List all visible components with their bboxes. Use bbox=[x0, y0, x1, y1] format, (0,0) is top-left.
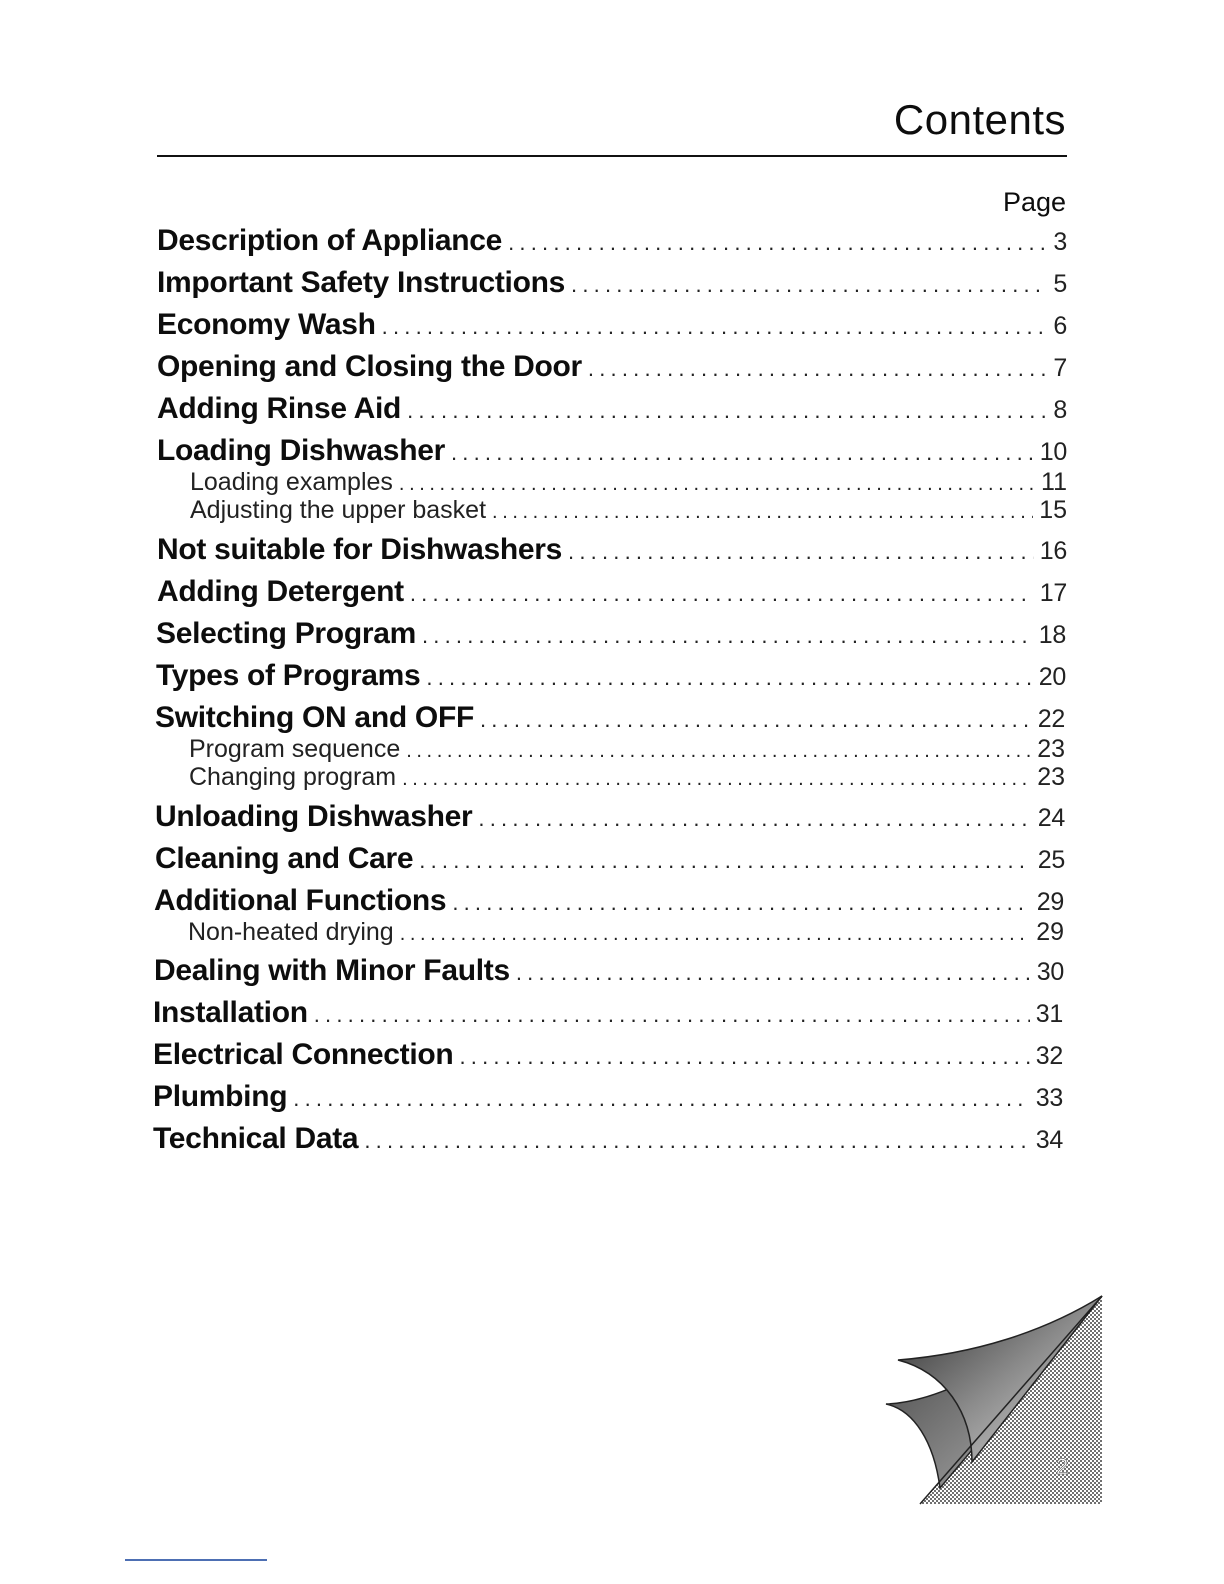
toc-page-number: 8 bbox=[1053, 396, 1067, 424]
toc-leader-dots bbox=[364, 1128, 1029, 1154]
toc-entry[interactable] bbox=[157, 533, 1067, 569]
toc-leader-dots bbox=[452, 890, 1030, 916]
toc-entry-title: Important Safety Instructions bbox=[157, 266, 566, 299]
toc-page-number: 11 bbox=[1041, 468, 1067, 496]
toc-leader-dots bbox=[478, 806, 1031, 832]
toc-page-number: 34 bbox=[1035, 1126, 1063, 1154]
toc-entry-title: Adding Detergent bbox=[157, 575, 404, 608]
toc-page-number: 25 bbox=[1037, 846, 1065, 874]
toc-entry-title: Switching ON and OFF bbox=[155, 701, 474, 734]
toc-entry[interactable] bbox=[157, 434, 1067, 470]
page-column-label: Page bbox=[1002, 187, 1066, 217]
toc-leader-dots bbox=[314, 1002, 1030, 1028]
toc-page-number: 23 bbox=[1037, 763, 1065, 791]
toc-entry[interactable] bbox=[155, 842, 1065, 878]
toc-entry-title: Opening and Closing the Door bbox=[157, 350, 582, 383]
toc-page-number: 23 bbox=[1037, 735, 1065, 763]
toc-entry[interactable] bbox=[155, 701, 1065, 737]
toc-subentry-title: Program sequence bbox=[189, 735, 401, 763]
toc-leader-dots bbox=[406, 740, 1031, 763]
toc-page-number: 33 bbox=[1035, 1084, 1063, 1112]
toc-entry[interactable] bbox=[157, 308, 1067, 344]
toc-page-number: 3 bbox=[1053, 228, 1067, 256]
toc-entry[interactable] bbox=[153, 1080, 1063, 1116]
toc-subentry[interactable] bbox=[188, 918, 1064, 946]
toc-leader-dots bbox=[293, 1086, 1030, 1112]
toc-entry-title: Plumbing bbox=[153, 1080, 288, 1113]
toc-leader-dots bbox=[402, 768, 1031, 791]
toc-page-number: 20 bbox=[1038, 663, 1066, 691]
toc-page-number: 6 bbox=[1053, 312, 1067, 340]
toc-page-number: 29 bbox=[1036, 918, 1064, 946]
toc-entry-title: Not suitable for Dishwashers bbox=[157, 533, 563, 566]
page-curl-icon bbox=[884, 1292, 1106, 1508]
toc-subentry-title: Changing program bbox=[189, 763, 397, 791]
toc-page-number: 18 bbox=[1038, 621, 1066, 649]
toc-entry-title: Loading Dishwasher bbox=[157, 434, 445, 467]
toc-entry[interactable] bbox=[153, 1122, 1063, 1158]
toc-page-number: 5 bbox=[1053, 270, 1067, 298]
toc-leader-dots bbox=[451, 440, 1034, 466]
toc-page-number: 17 bbox=[1039, 579, 1067, 607]
toc-page-number: 29 bbox=[1036, 888, 1064, 916]
toc-entry[interactable] bbox=[153, 996, 1063, 1032]
toc-leader-dots bbox=[588, 356, 1047, 382]
toc-entry[interactable] bbox=[157, 266, 1067, 302]
toc-subentry[interactable] bbox=[190, 496, 1067, 524]
toc-leader-dots bbox=[571, 272, 1047, 298]
toc-subentry[interactable] bbox=[189, 763, 1065, 791]
toc-entry-title: Technical Data bbox=[153, 1122, 359, 1155]
toc-leader-dots bbox=[459, 1044, 1029, 1070]
toc-page-number: 7 bbox=[1053, 354, 1067, 382]
toc-entry-title: Additional Functions bbox=[154, 884, 447, 917]
toc-entry[interactable] bbox=[156, 659, 1066, 695]
toc-entry-title: Economy Wash bbox=[157, 308, 376, 341]
toc-entry-title: Types of Programs bbox=[156, 659, 421, 692]
toc-page-number: 31 bbox=[1035, 1000, 1063, 1028]
toc-page-number: 30 bbox=[1036, 958, 1064, 986]
toc-leader-dots bbox=[419, 848, 1031, 874]
toc-entry-title: Unloading Dishwasher bbox=[155, 800, 473, 833]
toc-leader-dots bbox=[410, 581, 1034, 607]
toc-leader-dots bbox=[407, 398, 1047, 424]
toc-entry-title: Dealing with Minor Faults bbox=[154, 954, 510, 987]
toc-leader-dots bbox=[399, 473, 1035, 496]
toc-entry[interactable] bbox=[154, 954, 1064, 990]
toc-entry[interactable] bbox=[157, 392, 1067, 428]
toc-entry[interactable] bbox=[156, 617, 1066, 653]
toc-entry-title: Selecting Program bbox=[156, 617, 416, 650]
toc-page-number: 16 bbox=[1039, 537, 1067, 565]
toc-page-number: 10 bbox=[1039, 438, 1067, 466]
toc-page-number: 22 bbox=[1037, 705, 1065, 733]
toc-leader-dots bbox=[516, 960, 1031, 986]
toc-leader-dots bbox=[426, 665, 1032, 691]
contents-title: Contents bbox=[893, 96, 1066, 143]
toc-leader-dots bbox=[480, 707, 1032, 733]
toc-subentry-title: Non-heated drying bbox=[188, 918, 394, 946]
toc-entry-title: Adding Rinse Aid bbox=[157, 392, 402, 425]
toc-entry-title: Installation bbox=[153, 996, 308, 1029]
toc-subentry-title: Adjusting the upper basket bbox=[190, 496, 487, 524]
toc-entry[interactable] bbox=[157, 575, 1067, 611]
toc-entry[interactable] bbox=[153, 1038, 1063, 1074]
toc-leader-dots bbox=[400, 923, 1030, 946]
toc-leader-dots bbox=[508, 230, 1047, 256]
bottom-edge-line bbox=[125, 1559, 267, 1561]
toc-entry[interactable] bbox=[157, 350, 1067, 386]
toc-leader-dots bbox=[568, 539, 1034, 565]
toc-entry[interactable] bbox=[155, 800, 1065, 836]
toc-subentry[interactable] bbox=[190, 468, 1067, 496]
toc-leader-dots bbox=[382, 314, 1048, 340]
toc-entry-title: Cleaning and Care bbox=[155, 842, 414, 875]
toc-page-number: 32 bbox=[1035, 1042, 1063, 1070]
toc-subentry-title: Loading examples bbox=[190, 468, 393, 496]
toc-leader-dots bbox=[422, 623, 1033, 649]
page-number: 2 bbox=[1056, 1454, 1069, 1479]
toc-subentry[interactable] bbox=[189, 735, 1065, 763]
toc-leader-dots bbox=[492, 501, 1033, 524]
toc-entry-title: Description of Appliance bbox=[157, 224, 503, 257]
toc-entry[interactable] bbox=[157, 224, 1067, 260]
toc-entry[interactable] bbox=[154, 884, 1064, 920]
toc-page-number: 15 bbox=[1039, 496, 1067, 524]
toc-entry-title: Electrical Connection bbox=[153, 1038, 454, 1071]
toc-page-number: 24 bbox=[1037, 804, 1065, 832]
